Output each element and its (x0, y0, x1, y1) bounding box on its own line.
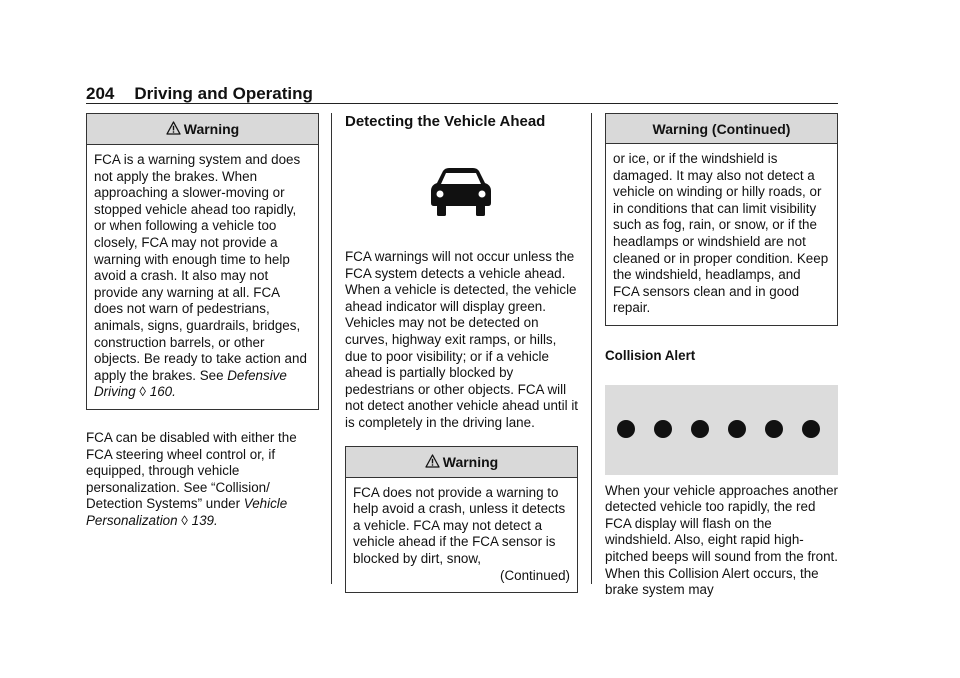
cross-reference-link[interactable]: Vehicle Personalization (86, 496, 288, 528)
column-divider-1 (331, 113, 332, 584)
cross-reference-link[interactable]: Defensive Driving (94, 367, 287, 400)
alert-dot-icon (617, 420, 635, 438)
column-1 (86, 113, 319, 529)
page-header (86, 84, 313, 104)
column-3 (605, 113, 838, 599)
warning-text: FCA does not provide a warning to help avoid a crash, unless it detects a vehicle. FCA may not detect a vehicle ahead if the FCA sensor is blocked by dirt, snow, (353, 484, 566, 566)
warning-box-header (87, 114, 318, 145)
alert-dot-icon (691, 420, 709, 438)
warning-text: FCA is a warning system and does not apply the brakes. When approaching a slower-moving or stopped vehicle ahead too rapidly, or when following a vehicle too closely, FCA may not provide a warning with enough time to help avoid a crash. It also may not provide any warning at all. FCA does not warn of pedestrians, animals, signs, guardrails, bridges, construction barrels, or other objects. Be ready to take action and apply the brakes. See (94, 152, 307, 383)
alert-dot-icon (802, 420, 820, 438)
section-title: Driving and Operating (134, 84, 313, 103)
disable-fca-paragraph (86, 430, 319, 530)
vehicle-icon-area (345, 131, 578, 249)
warning-triangle-icon (425, 454, 440, 471)
column-2 (345, 113, 578, 593)
page-number: 204 (86, 84, 115, 103)
warning-box-3 (605, 113, 838, 326)
page-ref-symbol: ◊ (181, 512, 188, 528)
warning-box-body (346, 478, 577, 593)
warning-title: Warning (442, 453, 499, 470)
detecting-paragraph: FCA warnings will not occur unless the FCA system detects a vehicle ahead. When a vehicle is detected, the vehicle ahead indicator will display green. Vehicles may not be detected on curves, highway exit ramps, or hills, due to poor visibility; or if a vehicle ahead is partially blocked by pedestrians or other objects. FCA will not detect another vehicle ahead until it is completely in the driving lane. (345, 249, 579, 430)
paragraph-text: FCA can be disabled with either the FCA steering wheel control or, if equipped, through vehicle personalization. See “Collision/ Detection Systems” under (86, 429, 297, 512)
warning-title: Warning (Continued) (652, 121, 791, 137)
vehicle-ahead-icon (429, 167, 493, 217)
page-ref-symbol: ◊ (139, 384, 147, 400)
warning-text: or ice, or if the windshield is damaged. It may also not detect a vehicle on winding or hilly roads, or in conditions that can limit visibility such as fog, rain, or snow, or if the headlamps or windshield are not cleaned or in proper condition. Keep the windshield, headlamps, and FCA sensors clean and in good repair. (613, 151, 829, 316)
header-rule (86, 103, 838, 104)
warning-box-2 (345, 446, 578, 594)
page-ref-number: 139. (191, 512, 218, 528)
alert-dot-icon (728, 420, 746, 438)
warning-box-header (606, 114, 837, 144)
warning-title: Warning (183, 121, 240, 137)
collision-alert-paragraph: When your vehicle approaches another detected vehicle too rapidly, the red FCA display will flash on the windshield. Also, eight rapid high-pitched beeps will sound from the front. When this Collision Alert occurs, the brake system may (605, 482, 838, 598)
column-divider-2 (591, 113, 592, 584)
warning-box-header (346, 447, 577, 478)
alert-dot-icon (654, 420, 672, 438)
warning-box-body (606, 144, 837, 325)
page-ref-number: 160. (149, 384, 176, 400)
section-heading: Detecting the Vehicle Ahead (345, 113, 546, 130)
warning-box-1 (86, 113, 319, 410)
warning-box-body (87, 145, 318, 409)
warning-triangle-icon (166, 121, 181, 138)
collision-alert-heading: Collision Alert (605, 347, 696, 363)
collision-alert-display (605, 385, 838, 475)
alert-dot-icon (765, 420, 783, 438)
continued-label: (Continued) (500, 567, 570, 583)
